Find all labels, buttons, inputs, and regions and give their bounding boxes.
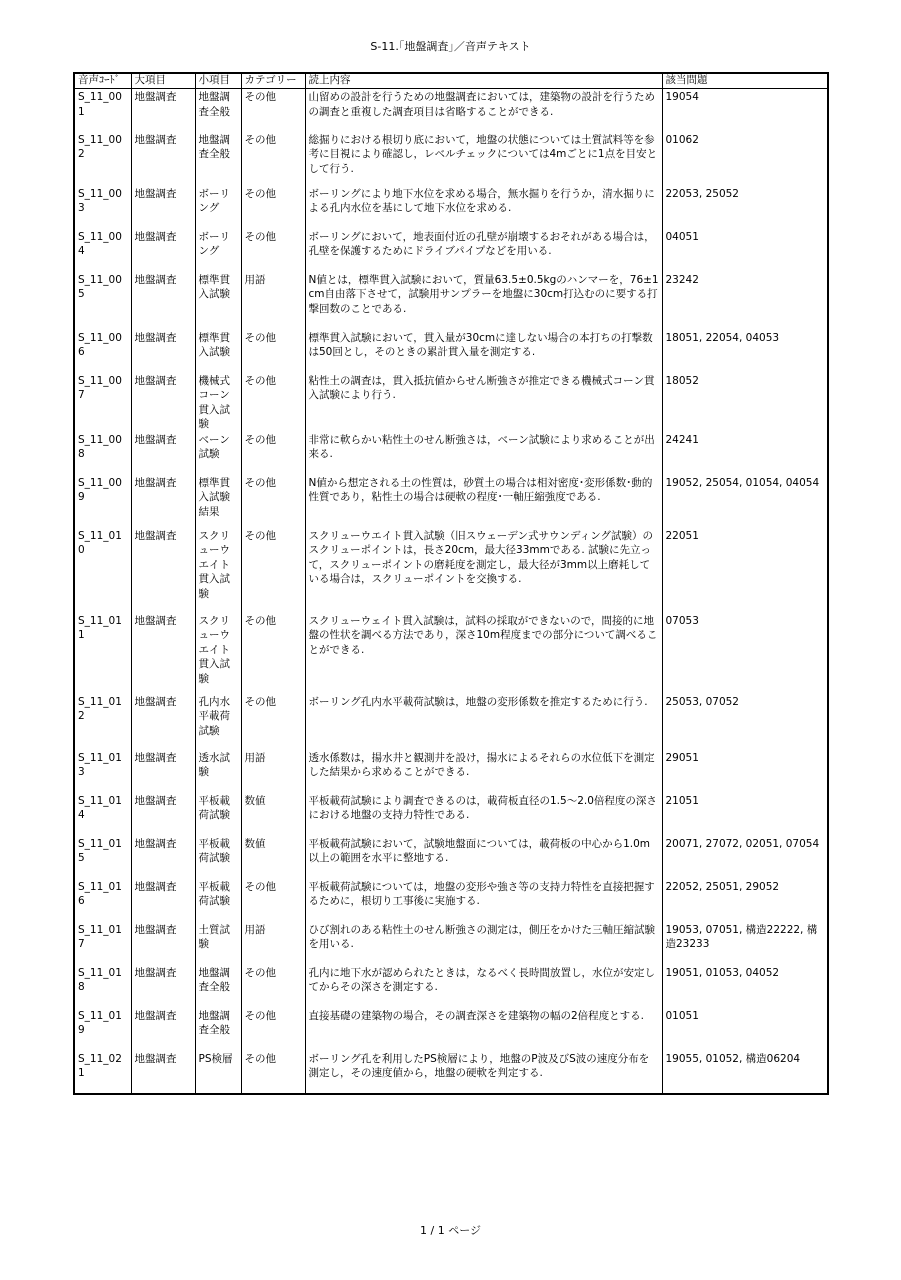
major-item-cell: 地盤調査: [131, 613, 195, 694]
reading-content-cell: ひび割れのある粘性土のせん断強さの測定は，側圧をかけた三軸圧縮試験を用いる.: [305, 922, 662, 965]
voice-code-cell: S_11_001: [74, 89, 131, 132]
voice-code-cell: S_11_017: [74, 922, 131, 965]
minor-item-cell: PS検層: [195, 1051, 241, 1094]
major-item-cell: 地盤調査: [131, 272, 195, 330]
reading-content-cell: スクリューウェイト貫入試験は，試料の採取ができないので，間接的に地盤の性状を調べる方法であり，深さ10m程度までの部分について調べることができる.: [305, 613, 662, 694]
minor-item-cell: 地盤調査全般: [195, 89, 241, 132]
category-cell: その他: [241, 432, 305, 475]
page-footer: 1 / 1 ページ: [420, 1224, 481, 1237]
reading-content-cell: ボーリングにおいて，地表面付近の孔壁が崩壊するおそれがある場合は，孔壁を保護するためにドライブパイプなどを用いる.: [305, 229, 662, 272]
voice-code-cell: S_11_010: [74, 528, 131, 613]
minor-item-cell: ボーリング: [195, 186, 241, 229]
voice-code-cell: S_11_013: [74, 750, 131, 793]
reading-content-cell: 孔内に地下水が認められたときは，なるべく長時間放置し，水位が安定してからその深さを測定する.: [305, 965, 662, 1008]
minor-item-cell: 地盤調査全般: [195, 965, 241, 1008]
voice-code-cell: S_11_015: [74, 836, 131, 879]
related-questions-cell: 20071, 27072, 02051, 07054: [662, 836, 828, 879]
minor-item-cell: 土質試験: [195, 922, 241, 965]
major-item-cell: 地盤調査: [131, 432, 195, 475]
table-row: [74, 373, 828, 432]
voice-code-cell: S_11_002: [74, 132, 131, 186]
table-row: [74, 879, 828, 922]
major-item-cell: 地盤調査: [131, 836, 195, 879]
minor-item-cell: 標準貫入試験: [195, 330, 241, 373]
reading-content-cell: 粘性土の調査は，貫入抵抗値からせん断強さが推定できる機械式コーン貫入試験により行う.: [305, 373, 662, 432]
major-item-cell: 地盤調査: [131, 922, 195, 965]
major-item-cell: 地盤調査: [131, 1008, 195, 1051]
minor-item-cell: 孔内水平載荷試験: [195, 694, 241, 750]
category-cell: その他: [241, 613, 305, 694]
minor-item-cell: スクリューウエイト貫入試験: [195, 613, 241, 694]
table-row: [74, 922, 828, 965]
reading-content-cell: ボーリング孔を利用したPS検層により，地盤のP波及びS波の速度分布を測定し，その速度値から，地盤の硬軟を判定する.: [305, 1051, 662, 1094]
related-questions-cell: 29051: [662, 750, 828, 793]
related-questions-cell: 22052, 25051, 29052: [662, 879, 828, 922]
category-cell: その他: [241, 132, 305, 186]
reading-content-cell: 非常に軟らかい粘性土のせん断強さは，ベーン試験により求めることが出来る.: [305, 432, 662, 475]
major-item-cell: 地盤調査: [131, 1051, 195, 1094]
table-row: [74, 750, 828, 793]
reading-content-cell: 直接基礎の建築物の場合，その調査深さを建築物の幅の2倍程度とする.: [305, 1008, 662, 1051]
table-row: [74, 528, 828, 613]
related-questions-cell: 24241: [662, 432, 828, 475]
reading-content-cell: 透水係数は，揚水井と観測井を設け，揚水によるそれらの水位低下を測定した結果から求めることができる.: [305, 750, 662, 793]
voice-code-cell: S_11_003: [74, 186, 131, 229]
minor-item-cell: 地盤調査全般: [195, 1008, 241, 1051]
category-cell: 用語: [241, 922, 305, 965]
related-questions-cell: 01051: [662, 1008, 828, 1051]
major-item-cell: 地盤調査: [131, 89, 195, 132]
minor-item-cell: 平板載荷試験: [195, 836, 241, 879]
category-cell: その他: [241, 694, 305, 750]
table-row: [74, 229, 828, 272]
table-row: [74, 1008, 828, 1051]
category-cell: 用語: [241, 272, 305, 330]
related-questions-cell: 23242: [662, 272, 828, 330]
table-body: [74, 89, 828, 1094]
reading-content-cell: ボーリング孔内水平載荷試験は，地盤の変形係数を推定するために行う.: [305, 694, 662, 750]
category-cell: その他: [241, 475, 305, 528]
reading-content-cell: 平板載荷試験において，試験地盤面については，載荷板の中心から1.0m以上の範囲を水平に整地する.: [305, 836, 662, 879]
table-row: [74, 432, 828, 475]
minor-item-cell: ベーン試験: [195, 432, 241, 475]
voice-code-cell: S_11_009: [74, 475, 131, 528]
related-questions-cell: 19052, 25054, 01054, 04054: [662, 475, 828, 528]
voice-code-cell: S_11_021: [74, 1051, 131, 1094]
voice-code-cell: S_11_016: [74, 879, 131, 922]
related-questions-cell: 18052: [662, 373, 828, 432]
related-questions-cell: 22053, 25052: [662, 186, 828, 229]
category-cell: その他: [241, 879, 305, 922]
category-cell: その他: [241, 965, 305, 1008]
header-voice-code: 音声ｺｰﾄﾞ: [74, 73, 131, 89]
reading-content-cell: 平板載荷試験により調査できるのは，載荷板直径の1.5～2.0倍程度の深さにおける地盤の支持力特性である.: [305, 793, 662, 836]
table-row: [74, 272, 828, 330]
major-item-cell: 地盤調査: [131, 965, 195, 1008]
voice-code-cell: S_11_011: [74, 613, 131, 694]
minor-item-cell: 平板載荷試験: [195, 879, 241, 922]
related-questions-cell: 21051: [662, 793, 828, 836]
voice-code-cell: S_11_019: [74, 1008, 131, 1051]
voice-code-cell: S_11_005: [74, 272, 131, 330]
category-cell: その他: [241, 528, 305, 613]
related-questions-cell: 04051: [662, 229, 828, 272]
reading-content-cell: ボーリングにより地下水位を求める場合，無水掘りを行うか，清水掘りによる孔内水位を基にして地下水位を求める.: [305, 186, 662, 229]
related-questions-cell: 22051: [662, 528, 828, 613]
table-row: [74, 694, 828, 750]
voice-code-cell: S_11_014: [74, 793, 131, 836]
related-questions-cell: 19053, 07051, 構造22222, 構造23233: [662, 922, 828, 965]
major-item-cell: 地盤調査: [131, 793, 195, 836]
header-reading-content: 読上内容: [305, 73, 662, 89]
header-category: カテゴリー: [241, 73, 305, 89]
reading-content-cell: スクリューウエイト貫入試験（旧スウェーデン式サウンディング試験）のスクリューポイントは，長さ20cm，最大径33mmである. 試験に先立って，スクリューポイントの磨耗度を測定し，最大径が3mm以上磨耗している場合は，スクリューポイントを交換する.: [305, 528, 662, 613]
category-cell: その他: [241, 229, 305, 272]
table-header-row: [74, 73, 828, 89]
table-row: [74, 132, 828, 186]
category-cell: 数値: [241, 836, 305, 879]
table-row: [74, 613, 828, 694]
reading-content-cell: 山留めの設計を行うための地盤調査においては，建築物の設計を行うための調査と重複した調査項目は省略することができる.: [305, 89, 662, 132]
major-item-cell: 地盤調査: [131, 879, 195, 922]
header-minor-item: 小項目: [195, 73, 241, 89]
related-questions-cell: 18051, 22054, 04053: [662, 330, 828, 373]
related-questions-cell: 19054: [662, 89, 828, 132]
table-row: [74, 475, 828, 528]
related-questions-cell: 07053: [662, 613, 828, 694]
major-item-cell: 地盤調査: [131, 132, 195, 186]
table-row: [74, 836, 828, 879]
category-cell: 数値: [241, 793, 305, 836]
voice-text-table: [73, 72, 829, 1095]
related-questions-cell: 19055, 01052, 構造06204: [662, 1051, 828, 1094]
voice-code-cell: S_11_018: [74, 965, 131, 1008]
voice-code-cell: S_11_006: [74, 330, 131, 373]
category-cell: 用語: [241, 750, 305, 793]
voice-code-cell: S_11_008: [74, 432, 131, 475]
reading-content-cell: 平板載荷試験については，地盤の変形や強さ等の支持力特性を直接把握するために，根切り工事後に実施する.: [305, 879, 662, 922]
table-row: [74, 330, 828, 373]
category-cell: その他: [241, 1008, 305, 1051]
reading-content-cell: 総掘りにおける根切り底において，地盤の状態については土質試料等を参考に目視により確認し，レベルチェックについては4mごとに1点を目安として行う.: [305, 132, 662, 186]
minor-item-cell: スクリューウエイト貫入試験: [195, 528, 241, 613]
table-row: [74, 89, 828, 132]
reading-content-cell: N値とは，標準貫入試験において，質量63.5±0.5kgのハンマーを，76±1cm自由落下させて，試験用サンプラーを地盤に30cm打込むのに要する打撃回数のことである.: [305, 272, 662, 330]
major-item-cell: 地盤調査: [131, 373, 195, 432]
category-cell: その他: [241, 373, 305, 432]
related-questions-cell: 19051, 01053, 04052: [662, 965, 828, 1008]
table-row: [74, 793, 828, 836]
voice-code-cell: S_11_012: [74, 694, 131, 750]
category-cell: その他: [241, 186, 305, 229]
minor-item-cell: 平板載荷試験: [195, 793, 241, 836]
major-item-cell: 地盤調査: [131, 528, 195, 613]
category-cell: その他: [241, 330, 305, 373]
table-row: [74, 1051, 828, 1094]
major-item-cell: 地盤調査: [131, 750, 195, 793]
reading-content-cell: 標準貫入試験において，貫入量が30cmに達しない場合の本打ちの打撃数は50回とし，そのときの累計貫入量を測定する.: [305, 330, 662, 373]
reading-content-cell: N値から想定される土の性質は，砂質土の場合は相対密度･変形係数･動的性質であり，粘性土の場合は硬軟の程度･一軸圧縮強度である.: [305, 475, 662, 528]
category-cell: その他: [241, 1051, 305, 1094]
related-questions-cell: 01062: [662, 132, 828, 186]
major-item-cell: 地盤調査: [131, 229, 195, 272]
table-row: [74, 186, 828, 229]
major-item-cell: 地盤調査: [131, 475, 195, 528]
related-questions-cell: 25053, 07052: [662, 694, 828, 750]
document-title: S-11.｢地盤調査｣／音声テキスト: [370, 40, 531, 53]
header-related-questions: 該当問題: [662, 73, 828, 89]
minor-item-cell: 標準貫入試験: [195, 272, 241, 330]
major-item-cell: 地盤調査: [131, 330, 195, 373]
header-major-item: 大項目: [131, 73, 195, 89]
voice-code-cell: S_11_007: [74, 373, 131, 432]
minor-item-cell: 機械式コーン貫入試験: [195, 373, 241, 432]
major-item-cell: 地盤調査: [131, 694, 195, 750]
minor-item-cell: 地盤調査全般: [195, 132, 241, 186]
minor-item-cell: 透水試験: [195, 750, 241, 793]
table-row: [74, 965, 828, 1008]
minor-item-cell: ボーリング: [195, 229, 241, 272]
category-cell: その他: [241, 89, 305, 132]
minor-item-cell: 標準貫入試験結果: [195, 475, 241, 528]
major-item-cell: 地盤調査: [131, 186, 195, 229]
voice-code-cell: S_11_004: [74, 229, 131, 272]
